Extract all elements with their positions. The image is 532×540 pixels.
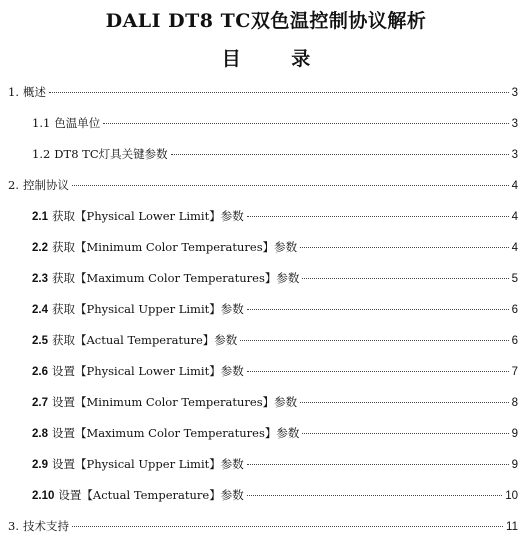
dot-leader [302, 433, 508, 434]
toc-entry-number: 2.8 [32, 428, 48, 440]
toc-entry-1-1[interactable] [32, 115, 518, 135]
toc-entry-title: 设置【Maximum Color Temperatures】参数 [52, 426, 300, 440]
toc-entry-title: 获取【Maximum Color Temperatures】参数 [52, 271, 300, 285]
toc-entry-number: 3. [8, 519, 19, 533]
toc-entry-2-1[interactable] [32, 208, 518, 228]
toc-entry-number: 2.1 [32, 211, 48, 223]
dot-leader [247, 371, 509, 372]
toc-entry-page: 10 [505, 490, 518, 502]
toc-entry-number: 1.2 [32, 147, 51, 161]
toc-entry-number: 2.4 [32, 304, 48, 316]
toc-entry-number: 2.3 [32, 273, 48, 285]
toc-entry-number: 2.6 [32, 366, 48, 378]
toc-entry-2[interactable] [8, 177, 518, 197]
dot-leader [72, 526, 503, 527]
toc-entry-title: 设置【Physical Upper Limit】参数 [52, 457, 244, 471]
toc-entry-page: 9 [511, 459, 518, 471]
toc-entry-title: 技术支持 [22, 519, 69, 533]
toc-entry-page: 4 [511, 180, 518, 192]
toc-entry-1[interactable] [8, 84, 518, 104]
toc-entry-2-2[interactable] [32, 239, 518, 259]
toc-entry-title: 概述 [22, 85, 46, 99]
toc-entry-2-6[interactable] [32, 363, 518, 383]
dot-leader [300, 247, 508, 248]
toc-entry-page: 3 [511, 87, 518, 99]
toc-entry-page: 11 [506, 521, 518, 533]
toc-entry-title: 获取【Actual Temperature】参数 [52, 333, 238, 347]
toc-entry-page: 4 [511, 211, 518, 223]
toc-entry-title: 获取【Physical Upper Limit】参数 [52, 302, 244, 316]
toc-entry-2-8[interactable] [32, 425, 518, 445]
toc-entry-page: 3 [511, 118, 518, 130]
toc-entry-number: 2.7 [32, 397, 48, 409]
toc-entry-page: 6 [511, 335, 518, 347]
dot-leader [103, 123, 508, 124]
dot-leader [171, 154, 509, 155]
toc-entry-1-2[interactable] [32, 146, 518, 166]
toc-entry-title: 设置【Physical Lower Limit】参数 [52, 364, 244, 378]
dot-leader [247, 495, 503, 496]
document-title: DALI DT8 TC双色温控制协议解析 [105, 10, 427, 32]
toc-entry-number: 2. [8, 178, 19, 192]
toc-entry-page: 6 [511, 304, 518, 316]
toc-entry-page: 9 [511, 428, 518, 440]
dot-leader [247, 464, 509, 465]
toc-entry-2-4[interactable] [32, 301, 518, 321]
toc-entry-title: DT8 TC灯具关键参数 [54, 147, 168, 161]
dot-leader [72, 185, 509, 186]
toc-heading: 目 录 [221, 48, 333, 70]
toc-entry-page: 3 [511, 149, 518, 161]
toc-entry-title: 色温单位 [54, 116, 101, 130]
toc-entry-number: 2.2 [32, 242, 48, 254]
toc-entry-title: 设置【Actual Temperature】参数 [58, 488, 244, 502]
toc-entry-page: 7 [511, 366, 518, 378]
toc-entry-3[interactable] [8, 518, 518, 538]
toc-entry-2-7[interactable] [32, 394, 518, 414]
toc-entry-title: 获取【Physical Lower Limit】参数 [52, 209, 244, 223]
toc-entry-2-3[interactable] [32, 270, 518, 290]
toc-entry-title: 获取【Minimum Color Temperatures】参数 [52, 240, 298, 254]
dot-leader [247, 309, 509, 310]
toc-entry-number: 2.9 [32, 459, 48, 471]
dot-leader [302, 278, 508, 279]
dot-leader [247, 216, 509, 217]
toc-entry-title: 控制协议 [22, 178, 69, 192]
toc-entry-page: 5 [511, 273, 518, 285]
toc-entry-number: 2.10 [32, 490, 55, 502]
toc-entry-number: 2.5 [32, 335, 48, 347]
dot-leader [300, 402, 508, 403]
toc-entry-2-5[interactable] [32, 332, 518, 352]
toc-entry-page: 4 [511, 242, 518, 254]
dot-leader [240, 340, 508, 341]
toc-entry-number: 1.1 [32, 116, 51, 130]
dot-leader [49, 92, 509, 93]
toc-entry-page: 8 [511, 397, 518, 409]
toc-entry-number: 1. [8, 85, 19, 99]
toc-entry-2-9[interactable] [32, 456, 518, 476]
toc-entry-2-10[interactable] [32, 487, 518, 507]
toc-entry-title: 设置【Minimum Color Temperatures】参数 [52, 395, 298, 409]
